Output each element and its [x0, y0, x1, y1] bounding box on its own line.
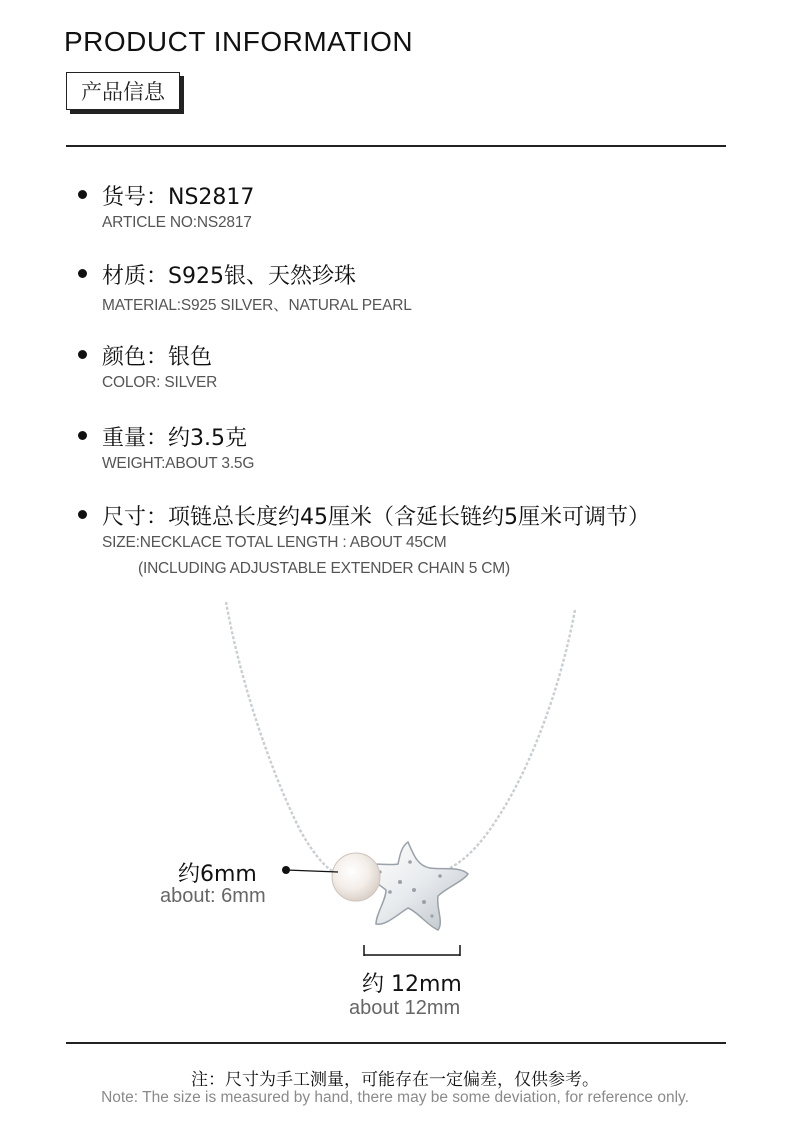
pearl-size-en: about: 6mm: [160, 885, 266, 907]
bullet-icon: [78, 510, 87, 519]
bullet-icon: [78, 190, 87, 199]
product-photo: [0, 590, 790, 1030]
spec-cn: 尺寸：项链总长度约45厘米（含延长链约5厘米可调节）: [102, 505, 650, 530]
pearl: [332, 853, 380, 901]
bullet-icon: [78, 431, 87, 440]
necklace-image: [0, 590, 790, 1030]
starfish-pendant: [364, 842, 468, 930]
starfish-size-en: about 12mm: [349, 997, 461, 1019]
spec-cn: 颜色：银色: [102, 345, 213, 370]
chain-right: [450, 610, 575, 868]
chain-left: [226, 602, 345, 878]
spec-cn: 重量：约3.5克: [102, 426, 247, 451]
starfish-size-cn: 约 12mm: [362, 972, 462, 997]
spec-en: SIZE:NECKLACE TOTAL LENGTH : ABOUT 45CM: [102, 534, 447, 551]
spec-cn: 货号：NS2817: [102, 185, 255, 210]
bullet-icon: [78, 269, 87, 278]
spec-cn: 材质：S925银、天然珍珠: [102, 264, 356, 289]
spec-en: COLOR: SILVER: [102, 374, 218, 391]
note-en: Note: The size is measured by hand, there may be some deviation, for reference only.: [101, 1089, 689, 1106]
dimension-bracket: [364, 945, 460, 956]
bottom-divider: [66, 1042, 726, 1044]
note-cn: 注：尺寸为手工测量，可能存在一定偏差，仅供参考。: [191, 1070, 599, 1090]
section-label: [66, 72, 180, 110]
section-label-text: 产品信息: [81, 80, 165, 104]
pearl-size-cn: 约6mm: [178, 862, 257, 887]
spec-en: ARTICLE NO:NS2817: [102, 214, 252, 231]
page-title: PRODUCT INFORMATION: [64, 26, 414, 57]
bullet-icon: [78, 350, 87, 359]
top-divider: [66, 145, 726, 147]
spec-en: MATERIAL:S925 SILVER、NATURAL PEARL: [102, 297, 412, 314]
spec-en: WEIGHT:ABOUT 3.5G: [102, 455, 255, 472]
spec-en-line2: (INCLUDING ADJUSTABLE EXTENDER CHAIN 5 CM): [138, 560, 510, 577]
